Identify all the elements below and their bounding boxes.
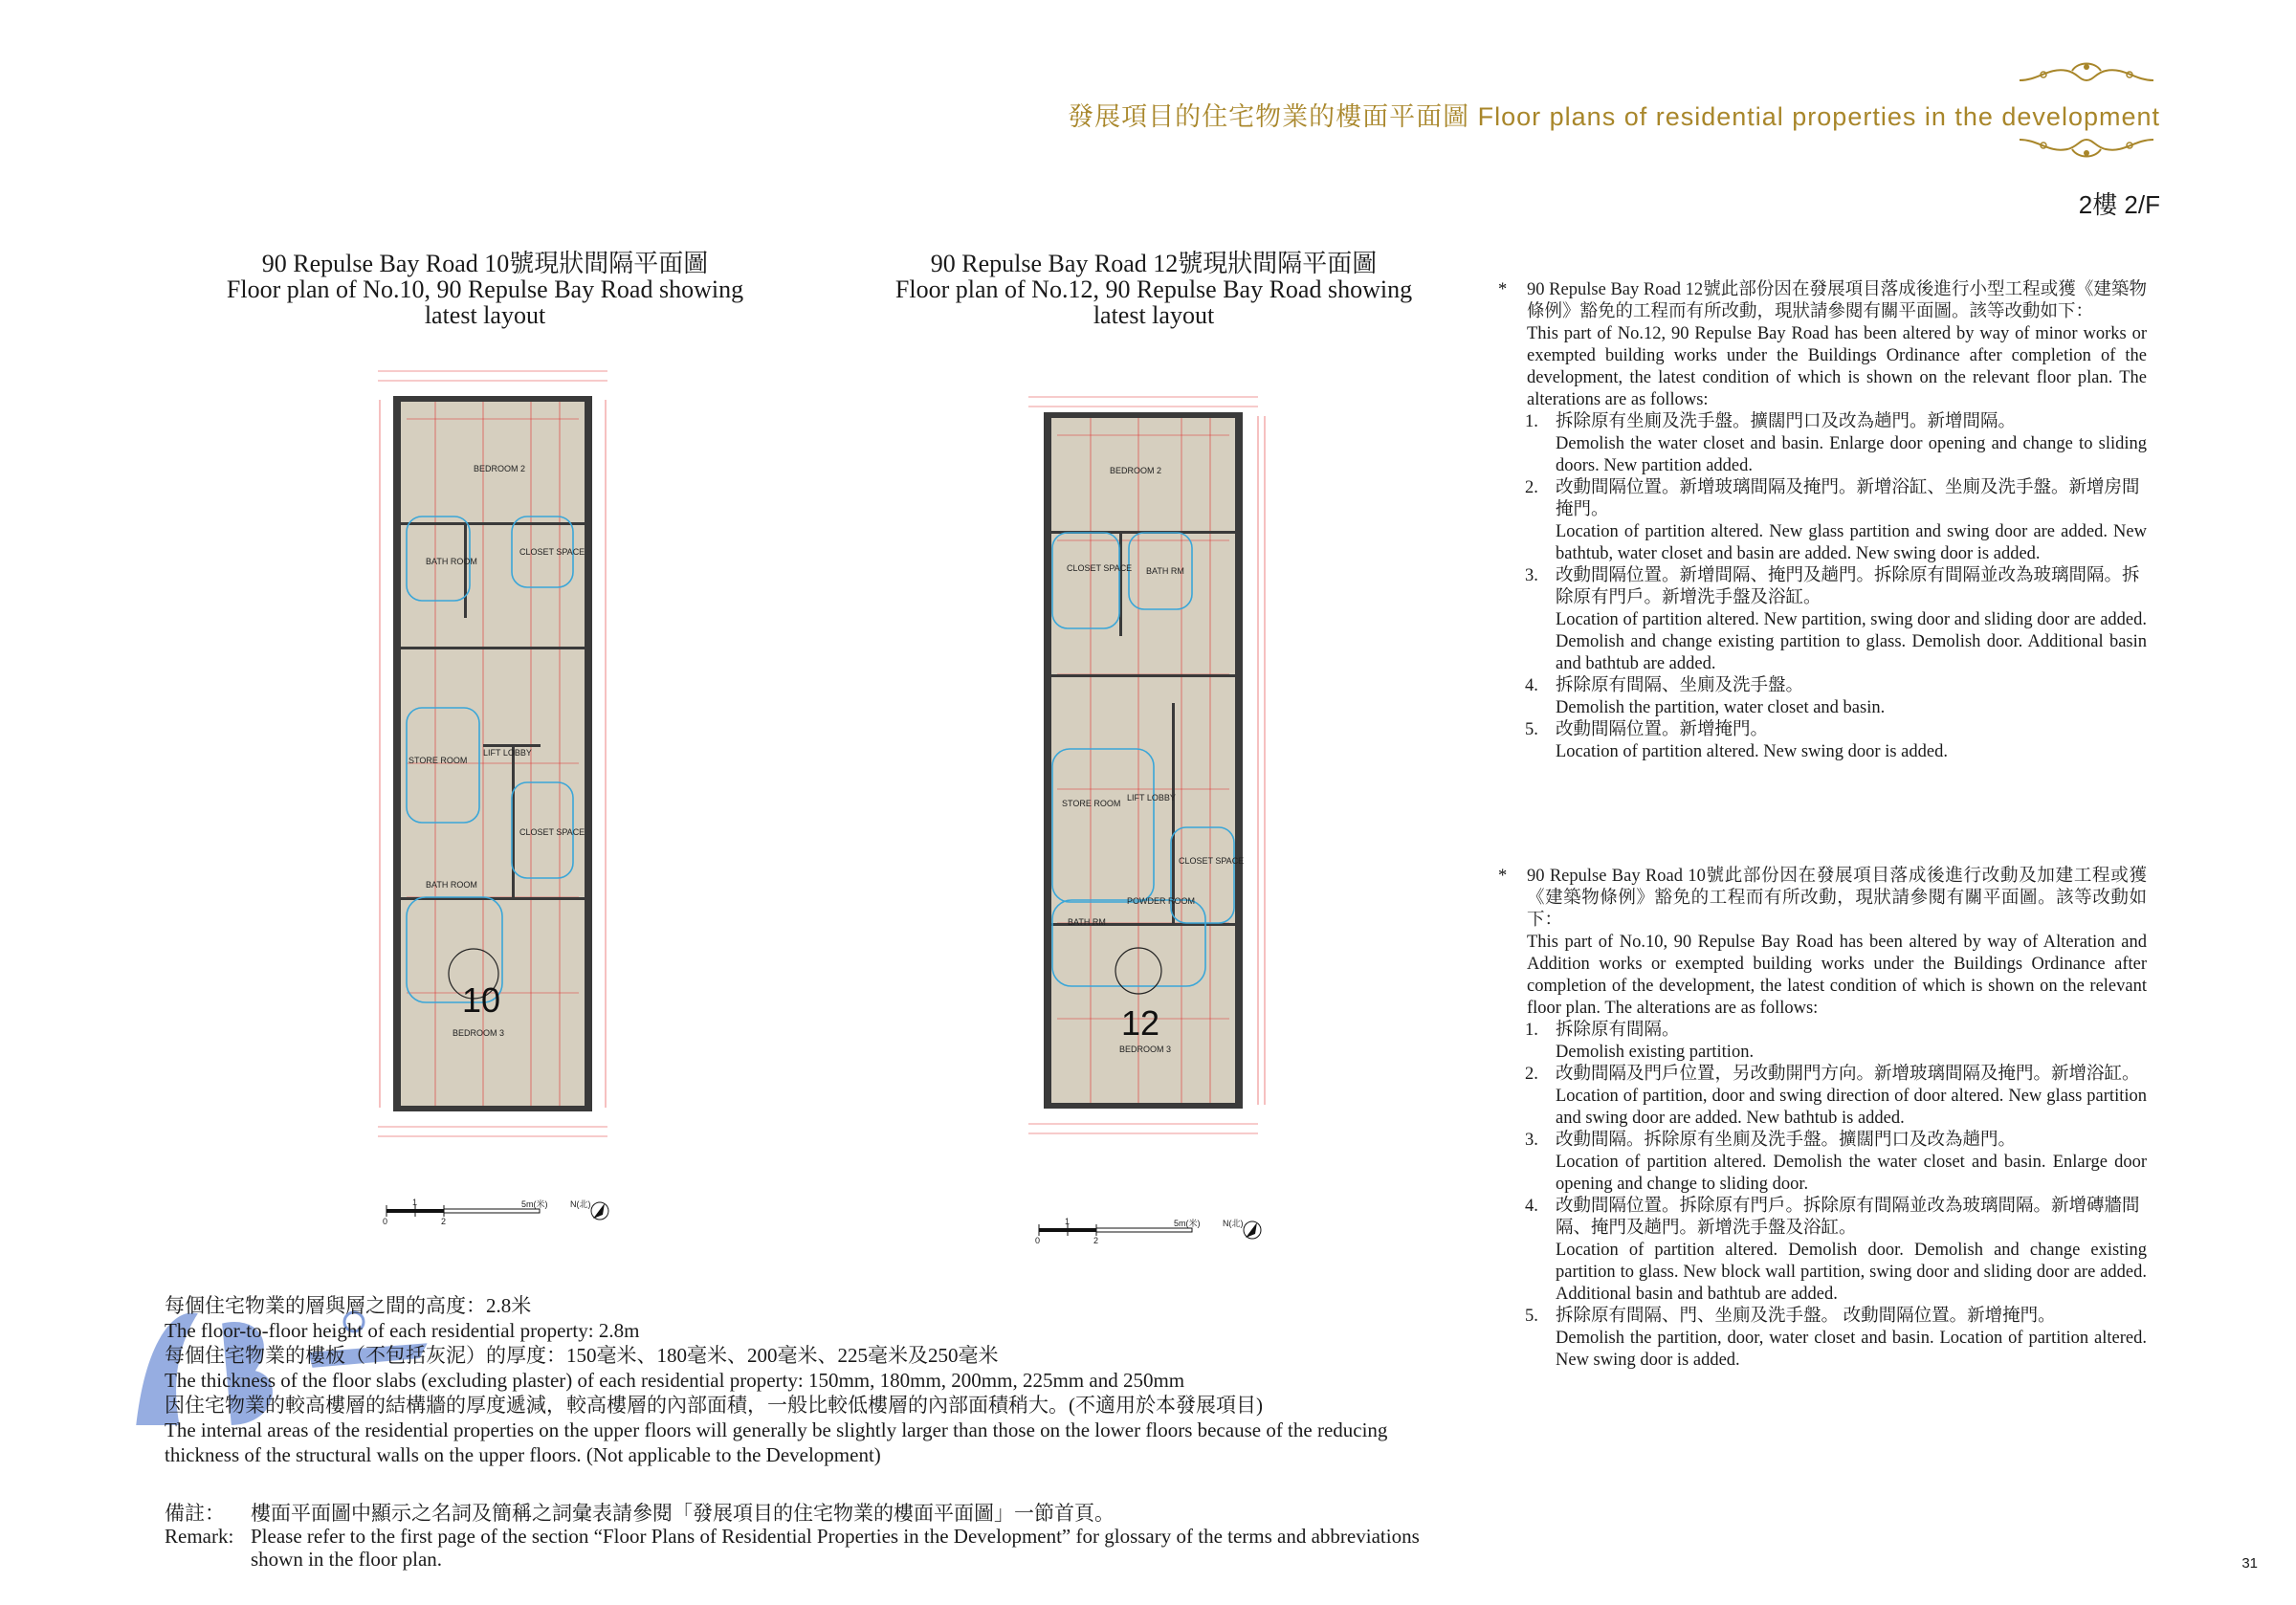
alteration-item <box>1498 719 2147 763</box>
remark-en <box>165 1525 1437 1571</box>
room-label: LIFT LOBBY <box>483 748 532 758</box>
scale-label: 1 <box>412 1198 418 1207</box>
room-label: BEDROOM 2 <box>1110 466 1162 475</box>
scale-label: 2 <box>1093 1236 1099 1245</box>
unit-number: 10 <box>462 980 501 1020</box>
alteration-item <box>1498 1130 2147 1196</box>
page-number: 31 <box>2241 1555 2258 1572</box>
plan-title-line: Floor plan of No.10, 90 Repulse Bay Road showing <box>226 275 744 303</box>
plan-title-no12 <box>867 251 1441 328</box>
item-en: Demolish existing partition. <box>1556 1043 1755 1062</box>
plan-title-line: latest layout <box>1093 301 1215 329</box>
room-label: BATH ROOM <box>426 557 477 566</box>
remark-label-en: Remark: <box>165 1525 234 1548</box>
item-en: Location of partition altered. New glass partition and swing door are added. New bathtub, water closet and basin are added. New swing door is added. <box>1556 522 2147 563</box>
item-number: 4. <box>1525 1197 1538 1216</box>
item-en: Demolish the partition, water closet and basin. <box>1556 698 1886 717</box>
plan-title-line: 90 Repulse Bay Road 12號現狀間隔平面圖 <box>930 250 1378 277</box>
item-number: 1. <box>1525 1021 1538 1040</box>
scale-label: 0 <box>1035 1236 1041 1245</box>
plan-title-line: latest layout <box>424 301 546 329</box>
room-label: CLOSET SPACE <box>519 827 585 837</box>
alteration-notes-no10 <box>1498 866 2147 1372</box>
alteration-item <box>1498 411 2147 477</box>
item-en: Demolish the partition, door, water closet and basin. Location of partition altered. New swing door is added. <box>1556 1329 2147 1370</box>
plan-title-line: Floor plan of No.12, 90 Repulse Bay Road showing <box>894 275 1413 303</box>
scale-bar-no10 <box>383 1198 622 1242</box>
alteration-item <box>1498 565 2147 675</box>
item-zh: 改動間隔位置。新增掩門。 <box>1556 720 1769 739</box>
item-zh: 改動間隔位置。新增間隔、掩門及趟門。拆除原有間隔並改為玻璃間隔。拆除原有門戶。新增洗手盤及浴缸。 <box>1556 566 2140 607</box>
item-number: 2. <box>1525 478 1538 497</box>
header-ornament-bottom-icon <box>2015 130 2158 161</box>
alteration-item <box>1498 477 2147 565</box>
alteration-item <box>1498 1196 2147 1306</box>
room-label: LIFT LOBBY <box>1127 793 1176 802</box>
slab-thickness-en: The thickness of the floor slabs (excluding plaster) of each residential property: 150mm, 180mm, 200mm, 225mm and 250mm <box>165 1369 1185 1392</box>
scale-label: 2 <box>441 1217 447 1226</box>
alteration-notes-no12 <box>1498 279 2147 763</box>
scale-label: 0 <box>383 1217 388 1226</box>
item-number: 3. <box>1525 566 1538 585</box>
property-specifications <box>165 1293 1446 1467</box>
item-number: 1. <box>1525 412 1538 431</box>
north-label: N(北) <box>570 1199 591 1209</box>
item-number: 2. <box>1525 1065 1538 1084</box>
internal-area-zh: 因住宅物業的較高樓層的結構牆的厚度遞減，較高樓層的內部面積，一般比較低樓層的內部面積稍大。(不適用於本發展項目) <box>165 1394 1263 1417</box>
room-label: BEDROOM 2 <box>474 464 526 473</box>
alteration-item <box>1498 1306 2147 1372</box>
room-label: STORE ROOM <box>1062 799 1121 808</box>
page-title: 發展項目的住宅物業的樓面平面圖 Floor plans of residential properties in the development <box>1068 102 2160 131</box>
remark-text-zh: 樓面平面圖中顯示之名詞及簡稱之詞彙表請參閱「發展項目的住宅物業的樓面平面圖」一節首頁。 <box>251 1502 1115 1525</box>
note-lead-en: This part of No.10, 90 Repulse Bay Road has been altered by way of Alteration and Addition works or exempted building works under the Buildings Ordinance after completion of the development, the latest condition of which is shown on the relevant floor plan. The alterations are as follows: <box>1527 933 2147 1018</box>
item-zh: 改動間隔位置。拆除原有門戶。拆除原有間隔並改為玻璃間隔。新增磚牆間隔、掩門及趟門。新增洗手盤及浴缸。 <box>1556 1197 2140 1238</box>
room-label: BATH ROOM <box>426 880 477 890</box>
scale-bar-no12 <box>1035 1217 1274 1261</box>
room-label: CLOSET SPACE <box>519 547 585 557</box>
item-number: 3. <box>1525 1131 1538 1150</box>
remark-zh <box>165 1502 1437 1525</box>
plan-title-line: 90 Repulse Bay Road 10號現狀間隔平面圖 <box>261 250 709 277</box>
header-ornament-top-icon <box>2015 59 2158 90</box>
alteration-item <box>1498 1020 2147 1064</box>
remark-label-zh: 備註： <box>165 1502 225 1525</box>
item-en: Location of partition altered. New swing door is added. <box>1556 742 1948 761</box>
note-star: * <box>1498 280 1508 299</box>
plan-title-no10 <box>198 251 772 328</box>
item-zh: 拆除原有間隔、坐廁及洗手盤。 <box>1556 676 1804 695</box>
unit-number: 12 <box>1121 1003 1160 1043</box>
north-label: N(北) <box>1223 1219 1244 1228</box>
item-number: 5. <box>1525 1307 1538 1326</box>
item-zh: 改動間隔位置。新增玻璃間隔及掩門。新增浴缸、坐廁及洗手盤。新增房間掩門。 <box>1556 478 2140 519</box>
remark-text-en: Please refer to the first page of the section “Floor Plans of Residential Properties in the Development” for glossary of the terms and abbreviations shown in the floor plan. <box>251 1525 1420 1571</box>
room-label: POWDER ROOM <box>1127 896 1195 906</box>
item-en: Location of partition altered. Demolish the water closet and basin. Enlarge door opening and change to sliding door. <box>1556 1153 2147 1194</box>
note-lead-zh: 90 Repulse Bay Road 12號此部份因在發展項目落成後進行小型工程或獲《建築物條例》豁免的工程而有所改動，現狀請參閱有關平面圖。該等改動如下： <box>1527 280 2147 321</box>
alteration-item <box>1498 1064 2147 1130</box>
floor-height-en: The floor-to-floor height of each residential property: 2.8m <box>165 1319 640 1342</box>
scale-label: 5m(米) <box>521 1199 548 1209</box>
item-zh: 拆除原有間隔。 <box>1556 1021 1680 1040</box>
room-label: CLOSET SPACE <box>1179 856 1245 866</box>
item-zh: 拆除原有間隔、門、坐廁及洗手盤。 改動間隔位置。新增掩門。 <box>1556 1307 2056 1326</box>
floor-label: 2樓 2/F <box>2078 190 2160 219</box>
floor-plan-no10 <box>368 362 617 1146</box>
item-en: Location of partition altered. New partition, swing door and sliding door are added. Demolish and change existing partition to glass. Demolish door. Additional basin and bathtub are added. <box>1556 610 2147 673</box>
item-en: Location of partition altered. Demolish door. Demolish and change existing partition to glass. New block wall partition, swing door and sliding door are added. Additional basin and bathtub are added. <box>1556 1241 2147 1304</box>
remark <box>165 1502 1437 1571</box>
item-number: 5. <box>1525 720 1538 739</box>
room-label: CLOSET SPACE <box>1067 563 1133 573</box>
room-label: BEDROOM 3 <box>453 1028 505 1038</box>
slab-thickness-zh: 每個住宅物業的樓板（不包括灰泥）的厚度：150毫米、180毫米、200毫米、225毫米及250毫米 <box>165 1344 999 1367</box>
note-lead <box>1498 866 2147 1020</box>
note-lead-en: This part of No.12, 90 Repulse Bay Road has been altered by way of minor works or exempted building works under the Buildings Ordinance after completion of the development, the latest condition of which is shown on the relevant floor plan. The alterations are as follows: <box>1527 324 2147 409</box>
alteration-item <box>1498 675 2147 719</box>
note-lead <box>1498 279 2147 411</box>
floor-height-zh: 每個住宅物業的層與層之間的高度：2.8米 <box>165 1294 532 1317</box>
room-label: BATH RM <box>1068 917 1106 927</box>
alteration-list <box>1498 411 2147 763</box>
item-zh: 拆除原有坐廁及洗手盤。擴闊門口及改為趟門。新增間隔。 <box>1556 412 2017 431</box>
item-zh: 改動間隔。拆除原有坐廁及洗手盤。擴闊門口及改為趟門。 <box>1556 1131 2017 1150</box>
room-label: BATH RM <box>1146 566 1184 576</box>
item-zh: 改動間隔及門戶位置，另改動開門方向。新增玻璃間隔及掩門。新增浴缸。 <box>1556 1065 2140 1084</box>
scale-label: 1 <box>1065 1217 1071 1226</box>
note-star: * <box>1498 867 1508 886</box>
item-en: Demolish the water closet and basin. Enlarge door opening and change to sliding doors. New partition added. <box>1556 434 2147 475</box>
item-number: 4. <box>1525 676 1538 695</box>
alteration-list <box>1498 1020 2147 1372</box>
room-label: BEDROOM 3 <box>1119 1044 1172 1054</box>
note-lead-zh: 90 Repulse Bay Road 10號此部份因在發展項目落成後進行改動及加建工程或獲《建築物條例》豁免的工程而有所改動，現狀請參閱有關平面圖。該等改動如下： <box>1527 867 2147 930</box>
scale-label: 5m(米) <box>1174 1219 1201 1228</box>
room-label: STORE ROOM <box>408 756 468 765</box>
item-en: Location of partition, door and swing direction of door altered. New glass partition and swing door are added. New bathtub is added. <box>1556 1087 2147 1128</box>
internal-area-en: The internal areas of the residential properties on the upper floors will generally be slightly larger than those on the lower floors because of the reducing thickness of the structural walls on the upper floors. (Not applicable to the Development) <box>165 1418 1388 1466</box>
floor-plan-no12 <box>1014 387 1272 1153</box>
